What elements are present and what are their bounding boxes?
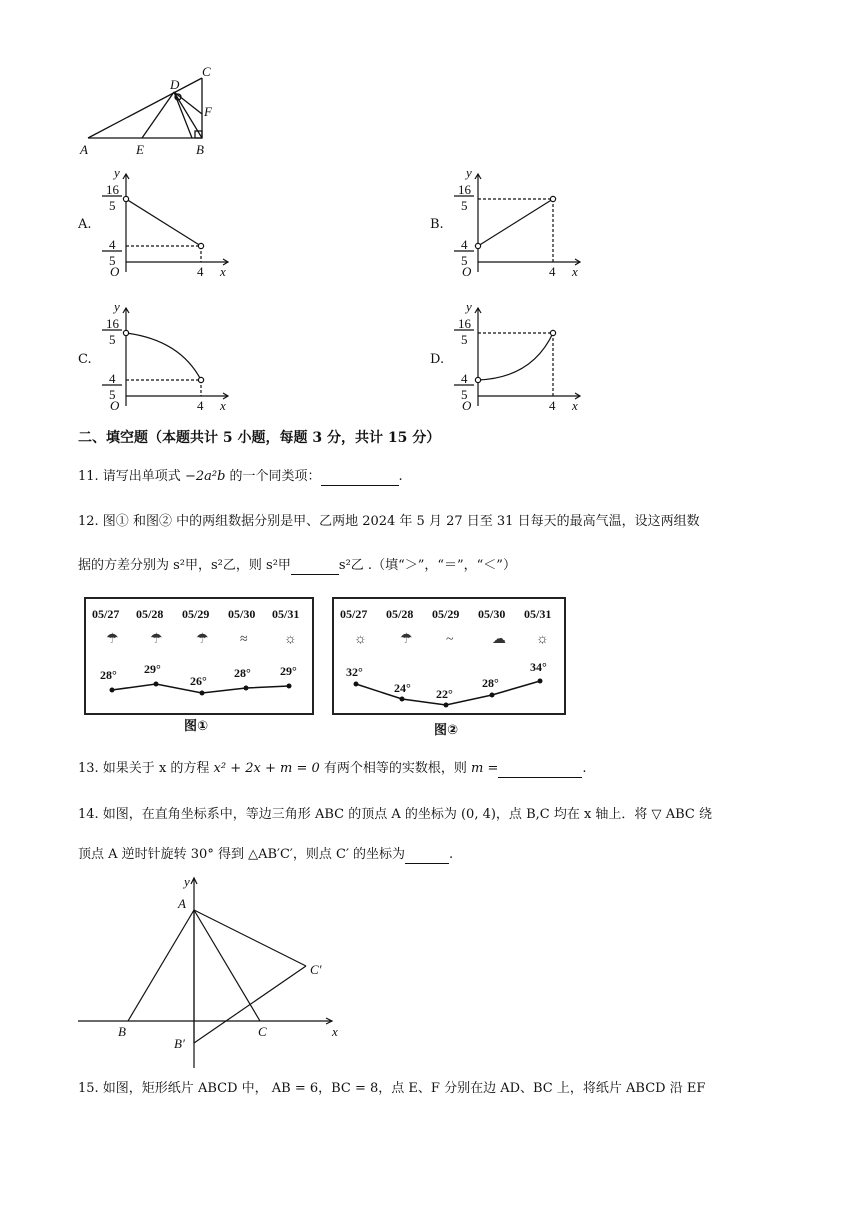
question-12-line1: 12. 图① 和图② 中的两组数据分别是甲、乙两地 2024 年 5 月 27 日至 31 日每天的最高气温，设这两组数	[78, 514, 700, 529]
tick-5: 5	[461, 332, 468, 347]
w1-temp-3: 26°	[190, 674, 207, 688]
option-c-graph	[100, 300, 240, 412]
tick-5: 5	[109, 198, 116, 213]
tick-4: 4	[109, 237, 116, 252]
weather-figure-2	[332, 597, 566, 715]
w2-temp-1: 32°	[346, 665, 363, 679]
weather-1-svg	[86, 599, 312, 713]
origin-label: O	[462, 264, 472, 278]
option-d-letter[interactable]: D.	[430, 352, 445, 367]
x-axis-label: x	[220, 398, 226, 412]
option-d-graph	[452, 300, 592, 412]
answer-blank-12[interactable]	[291, 574, 339, 575]
w1-temp-2: 29°	[144, 662, 161, 676]
caption-figure-2: 图②	[434, 723, 459, 738]
question-14-line2: 顶点 A 逆时针旋转 30° 得到 △AB′C′，则点 C′ 的坐标为 .	[78, 847, 454, 862]
w1-date-5: 05/31	[272, 607, 300, 621]
w2-date-5: 05/31	[524, 607, 552, 621]
w1-rain-icon: ☂	[106, 632, 119, 647]
label-C: C	[202, 64, 211, 79]
y-axis-label: y	[466, 300, 472, 314]
section-title: 二、填空题（本题共计 5 小题，每题 3 分，共计 15 分）	[78, 430, 441, 446]
w2-sun-icon: ☼	[536, 632, 549, 647]
caption-figure-1: 图①	[184, 719, 209, 734]
w1-rain-icon: ☂	[150, 632, 163, 647]
fig14-label-C: C	[258, 1024, 267, 1039]
fig14-label-A: A	[178, 896, 186, 911]
origin-label: O	[110, 264, 120, 278]
w2-temp-5: 34°	[530, 660, 547, 674]
tick-4: 4	[109, 371, 116, 386]
w1-temp-4: 28°	[234, 666, 251, 680]
w2-sun-icon: ☼	[354, 632, 367, 647]
fig14-label-Bprime: B′	[174, 1036, 185, 1051]
w1-wind-icon: ≈	[240, 632, 248, 647]
x-axis-label: x	[572, 264, 578, 278]
tick-5b: 5	[461, 387, 468, 402]
label-D: D	[170, 77, 180, 92]
question-11: 11. 请写出单项式 −2a²b 的一个同类项： .	[78, 469, 403, 484]
fig14-label-x: x	[332, 1024, 338, 1039]
fig14-label-Cprime: C′	[310, 962, 322, 977]
tick-5: 5	[109, 332, 116, 347]
origin-label: O	[462, 398, 472, 412]
w2-temp-4: 28°	[482, 676, 499, 690]
tick-5b: 5	[109, 253, 116, 268]
tick-4: 4	[461, 237, 468, 252]
x-axis-label: x	[572, 398, 578, 412]
x-tick-4: 4	[549, 398, 556, 412]
option-a-letter[interactable]: A.	[78, 217, 92, 232]
weather-figure-1	[84, 597, 314, 715]
w1-rain-icon: ☂	[196, 632, 209, 647]
option-a-graph	[100, 166, 240, 278]
w1-date-3: 05/29	[182, 607, 210, 621]
y-axis-label: y	[114, 166, 120, 180]
fig14-label-y: y	[184, 874, 190, 889]
question-15-line1: 15. 如图，矩形纸片 ABCD 中， AB = 6，BC = 8，点 E、F 分别在边 AD、BC 上，将纸片 ABCD 沿 EF	[78, 1081, 706, 1096]
tick-5b: 5	[109, 387, 116, 402]
y-axis-label: y	[114, 300, 120, 314]
w2-cloud-icon: ☁	[492, 632, 506, 647]
w1-sun-icon: ☼	[284, 632, 297, 647]
w1-date-4: 05/30	[228, 607, 256, 621]
label-B: B	[196, 142, 204, 157]
answer-blank-11[interactable]	[321, 485, 399, 486]
label-A: A	[80, 142, 88, 157]
answer-blank-14[interactable]	[405, 863, 449, 864]
w2-temp-3: 22°	[436, 687, 453, 701]
answer-blank-13[interactable]	[498, 777, 582, 778]
question-14-line1: 14. 如图，在直角坐标系中，等边三角形 ABC 的顶点 A 的坐标为 (0, 4)，点 B,C 均在 x 轴上．将 ▽ ABC 绕	[78, 807, 712, 822]
x-tick-4: 4	[197, 264, 204, 278]
x-tick-4: 4	[549, 264, 556, 278]
w2-date-2: 05/28	[386, 607, 414, 621]
w2-temp-2: 24°	[394, 681, 411, 695]
origin-label: O	[110, 398, 120, 412]
w2-date-1: 05/27	[340, 607, 368, 621]
x-axis-label: x	[220, 264, 226, 278]
option-c-letter[interactable]: C.	[78, 352, 92, 367]
tick-16: 16	[106, 316, 119, 331]
w1-date-2: 05/28	[136, 607, 164, 621]
fig14-label-B: B	[118, 1024, 126, 1039]
tick-16: 16	[458, 182, 471, 197]
w2-rain-icon: ☂	[400, 632, 413, 647]
tick-16: 16	[458, 316, 471, 331]
top-geometry-figure	[78, 62, 228, 158]
rotation-figure	[70, 868, 350, 1078]
w2-date-3: 05/29	[432, 607, 460, 621]
tick-4: 4	[461, 371, 468, 386]
tick-5: 5	[461, 198, 468, 213]
weather-2-svg	[334, 599, 564, 713]
x-tick-4: 4	[197, 398, 204, 412]
tick-5b: 5	[461, 253, 468, 268]
option-b-graph	[452, 166, 592, 278]
question-12-line2: 据的方差分别为 s²甲，s²乙，则 s²甲 s²乙 .（填“＞”，“＝”，“＜”）	[78, 558, 516, 573]
w1-date-1: 05/27	[92, 607, 120, 621]
w2-date-4: 05/30	[478, 607, 506, 621]
w1-temp-5: 29°	[280, 664, 297, 678]
label-F: F	[204, 104, 212, 119]
y-axis-label: y	[466, 166, 472, 180]
tick-16: 16	[106, 182, 119, 197]
w2-wind-icon: ~	[446, 632, 454, 647]
option-b-letter[interactable]: B.	[430, 217, 444, 232]
label-E: E	[136, 142, 144, 157]
question-13: 13. 如果关于 x 的方程 x² + 2x + m = 0 有两个相等的实数根，则 m = .	[78, 761, 587, 776]
w1-temp-1: 28°	[100, 668, 117, 682]
